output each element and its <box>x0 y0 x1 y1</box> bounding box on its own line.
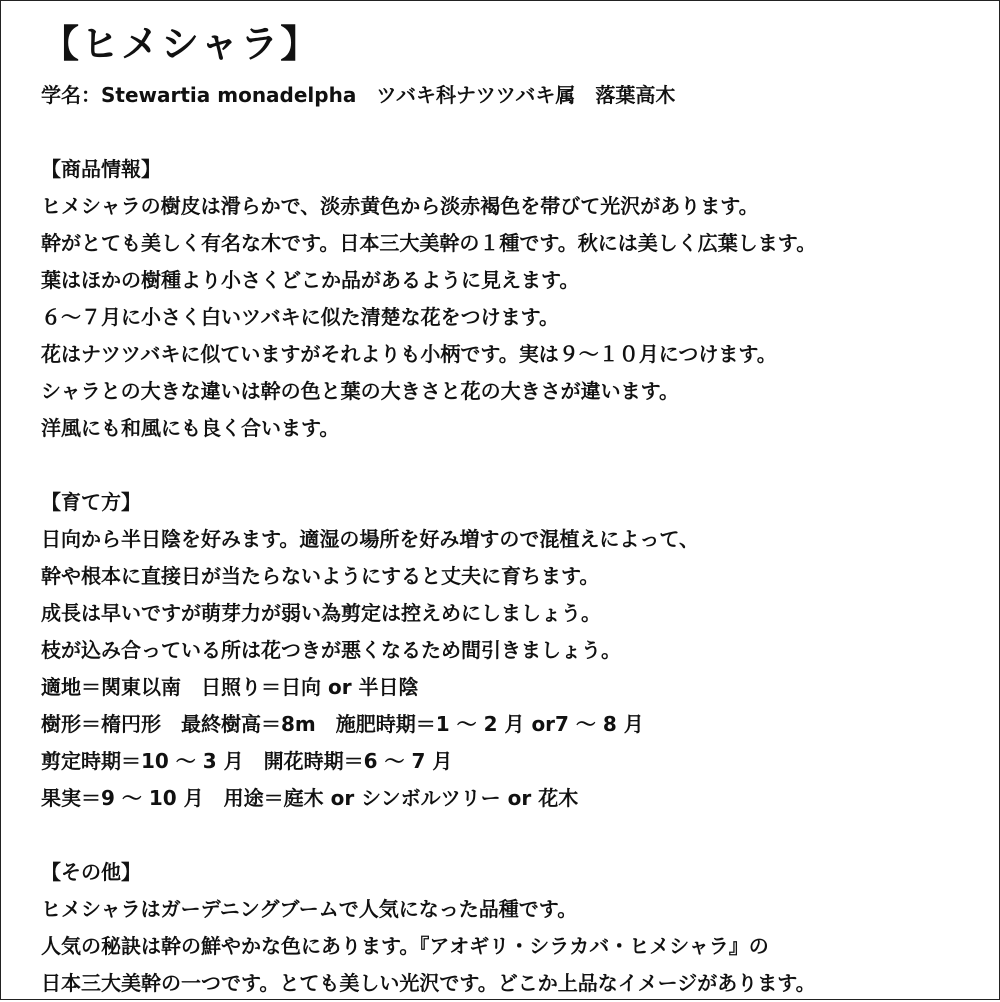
care-line: 枝が込み合っている所は花つきが悪くなるため間引きましょう。 <box>41 638 621 662</box>
spacer <box>41 114 981 151</box>
product-info-line: シャラとの大きな違いは幹の色と葉の大きさと花の大きさが違います。 <box>41 379 679 403</box>
care-line: 適地＝関東以南 日照り＝日向 or 半日陰 <box>41 675 419 699</box>
other-line: 人気の秘訣は幹の鮮やかな色にあります。『アオギリ・シラカバ・ヒメシャラ』の <box>41 934 769 958</box>
product-info-line: 幹がとても美しく有名な木です。日本三大美幹の１種です。秋には美しく広葉します。 <box>41 231 817 255</box>
care-line: 幹や根本に直接日が当たらないようにすると丈夫に育ちます。 <box>41 564 600 588</box>
other-line: 日本三大美幹の一つです。とても美しい光沢です。どこか上品なイメージがあります。 <box>41 971 816 995</box>
page-title: 【ヒメシャラ】 <box>41 22 321 66</box>
product-info-line: ６～７月に小さく白いツバキに似た清楚な花をつけます。 <box>41 305 559 329</box>
product-info-line: 洋風にも和風にも良く合います。 <box>41 416 340 440</box>
product-info-line: 葉はほかの樹種より小さくどこか品があるように見えます。 <box>41 268 580 292</box>
product-info-line: ヒメシャラの樹皮は滑らかで、淡赤黄色から淡赤褐色を帯びて光沢があります。 <box>41 194 759 218</box>
other-heading: 【その他】 <box>41 860 141 884</box>
scientific-name: 学名：Stewartia monadelpha ツバキ科ナツツバキ属 落葉高木 <box>41 83 676 107</box>
care-line: 果実＝9 ～ 10 月 用途＝庭木 or シンボルツリー or 花木 <box>41 786 579 810</box>
other-line: ヒメシャラはガーデニングブームで人気になった品種です。 <box>41 897 578 921</box>
spacer <box>41 447 981 484</box>
care-heading: 【育て方】 <box>41 490 141 514</box>
care-line: 樹形＝楕円形 最終樹高＝8m 施肥時期＝1 ～ 2 月 or7 ～ 8 月 <box>41 712 644 736</box>
care-line: 剪定時期＝10 ～ 3 月 開花時期＝6 ～ 7 月 <box>41 749 453 773</box>
product-info-line: 花はナツツバキに似ていますがそれよりも小柄です。実は９～１０月につけます。 <box>41 342 777 366</box>
care-line: 成長は早いですが萌芽力が弱い為剪定は控えめにしましょう。 <box>41 601 601 625</box>
product-info-heading: 【商品情報】 <box>41 157 161 181</box>
care-line: 日向から半日陰を好みます。適湿の場所を好み増すので混植えによって、 <box>41 527 699 551</box>
description-body <box>41 77 981 1002</box>
spacer <box>41 817 981 854</box>
